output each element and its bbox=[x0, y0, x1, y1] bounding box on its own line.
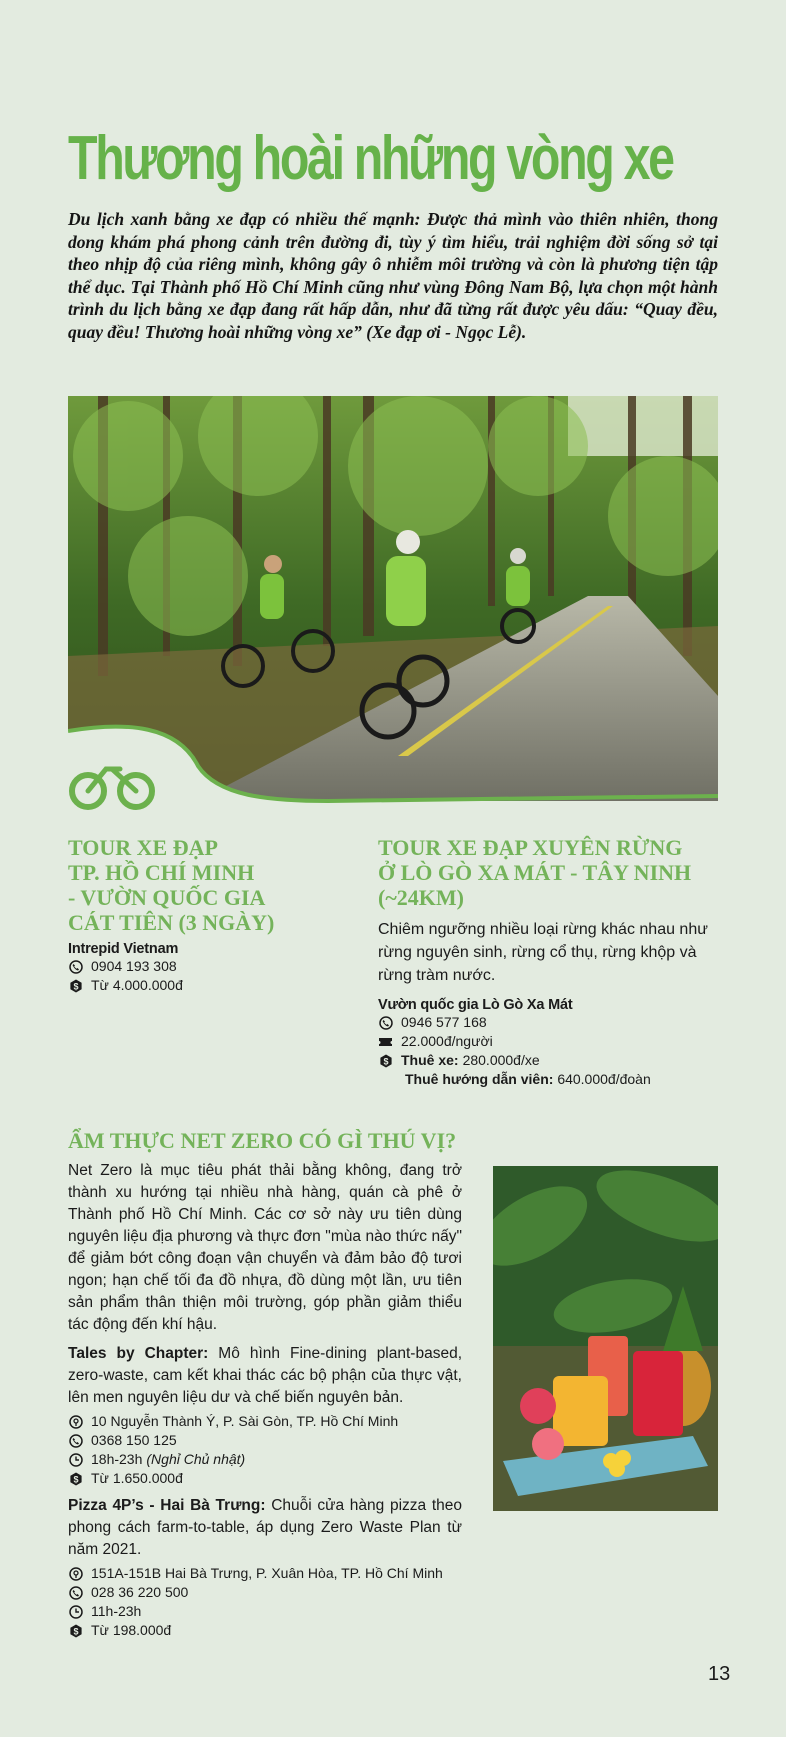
location-pin-icon bbox=[68, 1566, 83, 1581]
phone-icon bbox=[68, 1585, 83, 1600]
phone-row: 0368 150 125 bbox=[68, 1431, 462, 1450]
hours-row: 18h-23h (Nghỉ Chủ nhật) bbox=[68, 1450, 462, 1469]
phone-icon bbox=[68, 959, 83, 974]
address-row: 10 Nguyễn Thành Ý, P. Sài Gòn, TP. Hồ Chí Minh bbox=[68, 1412, 462, 1431]
bicycle-icon bbox=[68, 763, 158, 813]
rental-row bbox=[378, 1051, 718, 1070]
price-text: Từ 4.000.000đ bbox=[91, 977, 183, 993]
hours-row: 11h-23h bbox=[68, 1602, 462, 1621]
section-title-food: ẨM THỰC NET ZERO CÓ GÌ THÚ VỊ? bbox=[68, 1128, 457, 1153]
svg-text:$: $ bbox=[382, 1056, 389, 1066]
drinks-photo bbox=[493, 1166, 718, 1511]
clock-icon bbox=[68, 1452, 83, 1467]
phone-row bbox=[68, 957, 348, 976]
tour-provider: Vườn quốc gia Lò Gò Xa Mát bbox=[378, 997, 573, 1013]
phone-number: 0946 577 168 bbox=[401, 1014, 487, 1030]
page-title: Thương hoài những vòng xe bbox=[68, 124, 673, 193]
phone-icon bbox=[378, 1015, 393, 1030]
ticket-icon bbox=[378, 1034, 393, 1049]
svg-text:$: $ bbox=[72, 1474, 79, 1484]
svg-text:$: $ bbox=[72, 1626, 79, 1636]
phone-number: 0904 193 308 bbox=[91, 958, 177, 974]
food-intro: Net Zero là mục tiêu phát thải bằng không, đang trở thành xu hướng tại nhiều nhà hàng, quán cà phê ở Thành phố Hồ Chí Minh. Các cơ sở này ưu tiên dùng nguyên liệu địa phương và thực đơn "mùa nào thức nấy" để giảm bớt công đoạn vận chuyển và đảm bảo độ tươi ngon; hạn chế tối đa đồ nhựa, đồ dùng một lần, ưu tiên sản phẩm thân thiện môi trường, góp phần giảm thiểu tác động đến khí hậu. bbox=[68, 1162, 462, 1333]
bike-rental-label: Thuê xe: bbox=[401, 1052, 459, 1068]
price-icon bbox=[68, 1623, 83, 1638]
clock-icon bbox=[68, 1604, 83, 1619]
phone-row: 028 36 220 500 bbox=[68, 1583, 462, 1602]
price-row: $ Từ 198.000đ bbox=[68, 1621, 462, 1640]
tour-title: TOUR XE ĐẠP XUYÊN RỪNG Ở LÒ GÒ XA MÁT - TÂY NINH (~24KM) bbox=[378, 835, 692, 910]
bike-rental-price: 280.000đ/xe bbox=[462, 1052, 540, 1068]
food-section-text bbox=[68, 1160, 462, 1640]
phone-row bbox=[378, 1013, 718, 1032]
price-icon bbox=[68, 978, 83, 993]
ticket-price: 22.000đ/người bbox=[401, 1033, 493, 1049]
ticket-row bbox=[378, 1032, 718, 1051]
tour-card-lo-go-xa-mat bbox=[378, 835, 718, 1089]
price-row: $ Từ 1.650.000đ bbox=[68, 1469, 462, 1488]
location-pin-icon bbox=[68, 1414, 83, 1429]
cycling-photo bbox=[68, 396, 718, 806]
svg-text:$: $ bbox=[72, 981, 79, 991]
phone-icon bbox=[68, 1433, 83, 1448]
intro-paragraph: Du lịch xanh bằng xe đạp có nhiều thế mạnh: Được thả mình vào thiên nhiên, thong dong khám phá phong cảnh trên đường đi, tùy ý tìm hiểu, trải nghiệm đời sống sở tại theo nhịp độ của riêng mình, không gây ô nhiễm môi trường và còn là phương tiện tập thể dục. Tại Thành phố Hồ Chí Minh cũng như vùng Đông Nam Bộ, lựa chọn một hành trình du lịch bằng xe đạp đang rất hấp dẫn, như đã từng rất được yêu dấu: “Quay đều, quay đều! Thương hoài những vòng xe” (Xe đạp ơi - Ngọc Lễ). bbox=[68, 209, 718, 342]
venue-tales-by-chapter: Tales by Chapter: Mô hình Fine-dining plant-based, zero-waste, cam kết khai thác các bộ phận của thực vật, lên men nguyên liệu dư và chế biến nguyên bản. bbox=[68, 1345, 463, 1406]
page-number: 13 bbox=[708, 1663, 731, 1685]
tour-provider: Intrepid Vietnam bbox=[68, 941, 179, 957]
tour-card-cat-tien bbox=[68, 835, 348, 995]
venue-pizza-4ps: Pizza 4P’s - Hai Bà Trưng: Chuỗi cửa hàng pizza theo phong cách farm-to-table, áp dụng Zero Waste Plan từ năm 2021. bbox=[68, 1497, 462, 1558]
guide-price: 640.000đ/đoàn bbox=[557, 1071, 651, 1087]
address-row: 151A-151B Hai Bà Trưng, P. Xuân Hòa, TP. Hồ Chí Minh bbox=[68, 1564, 462, 1583]
guide-row bbox=[378, 1070, 718, 1089]
tour-title: TOUR XE ĐẠP TP. HỒ CHÍ MINH - VƯỜN QUỐC GIA CÁT TIÊN (3 NGÀY) bbox=[68, 835, 275, 935]
price-icon bbox=[378, 1053, 393, 1068]
guide-label: Thuê hướng dẫn viên: bbox=[405, 1071, 554, 1087]
price-row bbox=[68, 976, 348, 995]
tour-description: Chiêm ngưỡng nhiều loại rừng khác nhau như rừng nguyên sinh, rừng cổ thụ, rừng khộp và rừng tràm nước. bbox=[378, 921, 708, 984]
price-icon bbox=[68, 1471, 83, 1486]
